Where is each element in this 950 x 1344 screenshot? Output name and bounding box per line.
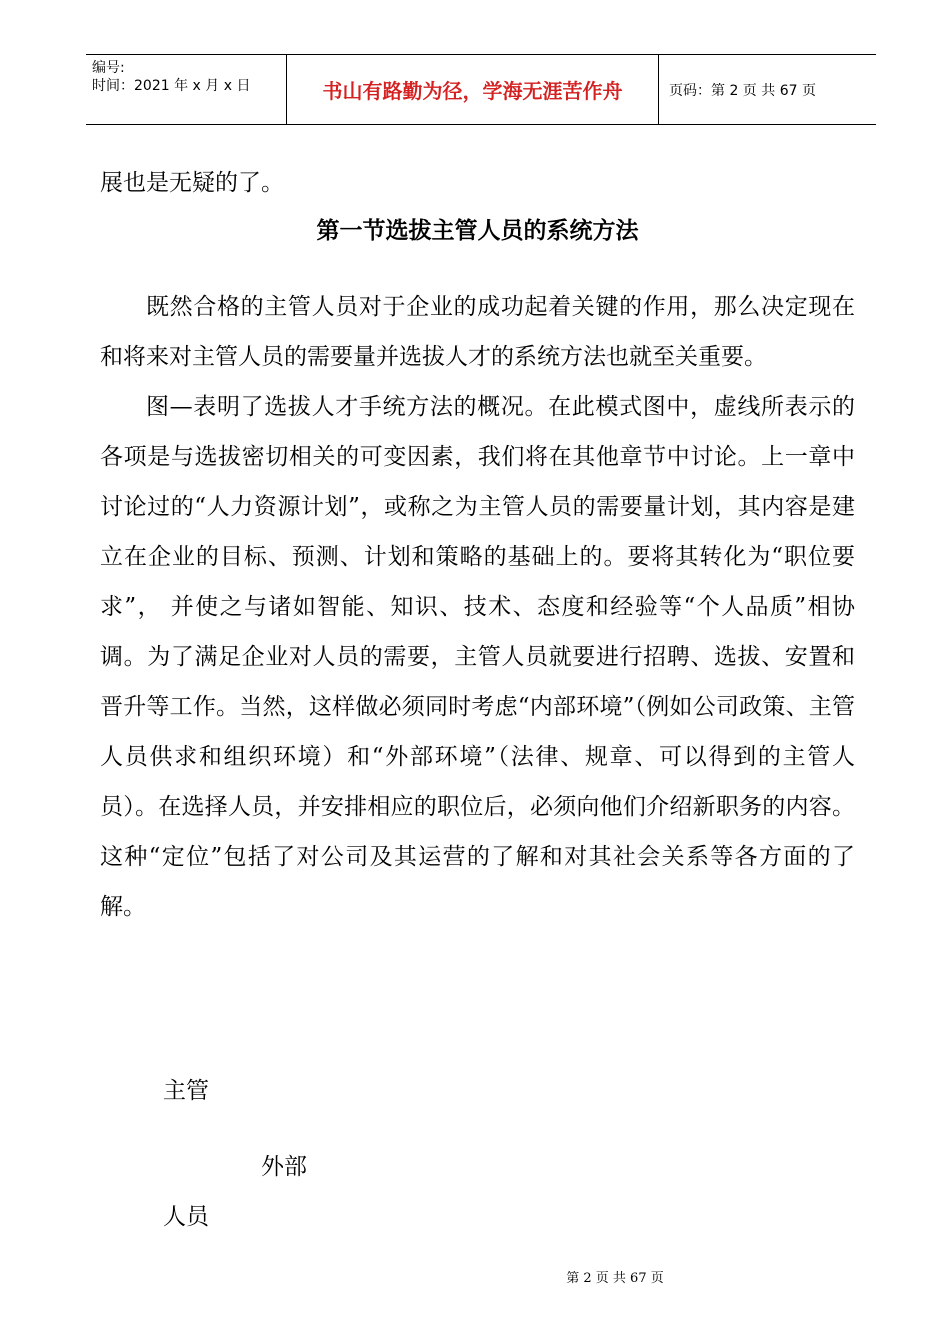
lead-line: 展也是无疑的了。 [100,170,284,196]
header-number-label: 编号: [92,60,125,76]
section-title: 第一节选拔主管人员的系统方法 [316,218,639,244]
header-motto: 书山有路勤为径，学海无涯苦作舟 [287,55,659,124]
diagram-label-manager: 主管 [163,1078,209,1104]
header-page-label: 页码：第 2 页 共 67 页 [669,82,816,99]
diagram-label-external: 外部 [261,1154,307,1180]
diagram-label-personnel: 人员 [163,1204,209,1230]
page-footer: 第 2 页 共 67 页 [566,1271,664,1286]
header-time-label: 时间：2021 年 x 月 x 日 [92,78,251,94]
page-header [86,54,876,125]
paragraph: 既然合格的主管人员对于企业的成功起着关键的作用，那么决定现在和将来对主管人员的需要量并选拔人才的系统方法也就至关重要。 [100,294,855,370]
body-paragraphs [100,282,855,932]
header-meta [86,55,287,124]
paragraph: 图—表明了选拔人才手统方法的概况。在此模式图中，虚线所表示的各项是与选拔密切相关的可变因素，我们将在其他章节中讨论。上一章中讨论过的“人力资源计划”，或称之为主管人员的需要量计划，其内容是建立在企业的目标、预测、计划和策略的基础上的。要将其转化为“职位要求”， 并使之与诸如智能、知识、技术、态度和经验等“个人品质”相协调。为了满足企业对人员的需要，主管人员就要进行招聘、选拔、安置和晋升等工作。当然，这样做必须同时考虑“内部环境”（例如公司政策、主管人员供求和组织环境）和“外部环境”（法律、规章、可以得到的主管人员）。在选择人员，并安排相应的职位后，必须向他们介绍新职务的内容。这种“定位”包括了对公司及其运营的了解和对其社会关系等各方面的了解。 [100,394,855,920]
